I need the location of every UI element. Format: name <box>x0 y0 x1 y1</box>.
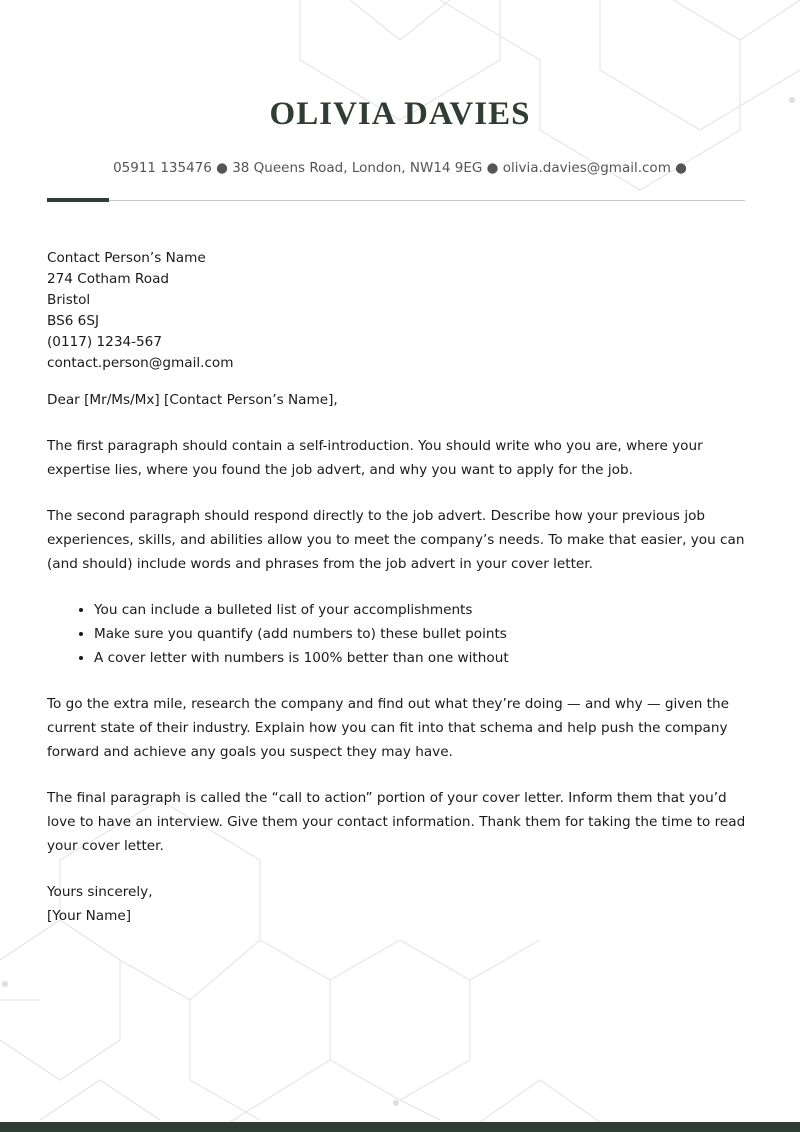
list-item: • Make sure you quantify (add numbers to) these bullet points <box>94 622 757 646</box>
accomplishments-list <box>47 598 757 670</box>
recipient-phone: (0117) 1234-567 <box>47 334 162 350</box>
recipient-name: Contact Person’s Name <box>47 250 206 266</box>
header-divider <box>47 200 745 201</box>
salutation: Dear [Mr/Ms/Mx] [Contact Person’s Name], <box>47 392 338 408</box>
paragraph-2: The second paragraph should respond directly to the job advert. Describe how your previous job experiences, skills, and abilities allow you to meet the company’s needs. To make that easier, you can (and should) include words and phrases from the job advert in your cover letter. <box>47 508 745 572</box>
list-item: • A cover letter with numbers is 100% better than one without <box>94 646 757 670</box>
recipient-email: contact.person@gmail.com <box>47 355 234 371</box>
closing: Yours sincerely, <box>47 884 153 900</box>
paragraph-4: The final paragraph is called the “call to action” portion of your cover letter. Inform them that you’d love to have an interview. Give them your contact information. Thank them for taking the time to read your cover letter. <box>47 790 746 854</box>
recipient-street: 274 Cotham Road <box>47 271 170 287</box>
recipient-city: Bristol <box>47 292 91 308</box>
paragraph-3: To go the extra mile, research the company and find out what they’re doing — and why — given the current state of their industry. Explain how you can fit into that schema and help push the company forward and achieve any goals you suspect they may have. <box>47 696 729 760</box>
list-item: • You can include a bulleted list of your accomplishments <box>94 598 757 622</box>
applicant-contact-line: 05911 135476 ● 38 Queens Road, London, NW14 9EG ● olivia.davies@gmail.com ● <box>113 160 687 176</box>
recipient-postcode: BS6 6SJ <box>47 313 99 329</box>
recipient-address <box>47 248 757 374</box>
paragraph-1: The first paragraph should contain a self-introduction. You should write who you are, where your expertise lies, where you found the job advert, and why you want to apply for the job. <box>47 438 703 478</box>
applicant-name: OLIVIA DAVIES <box>269 96 531 132</box>
header-accent-bar <box>47 198 109 202</box>
letter-body <box>47 248 757 928</box>
signature: [Your Name] <box>47 908 132 924</box>
footer-bar <box>0 1122 800 1132</box>
